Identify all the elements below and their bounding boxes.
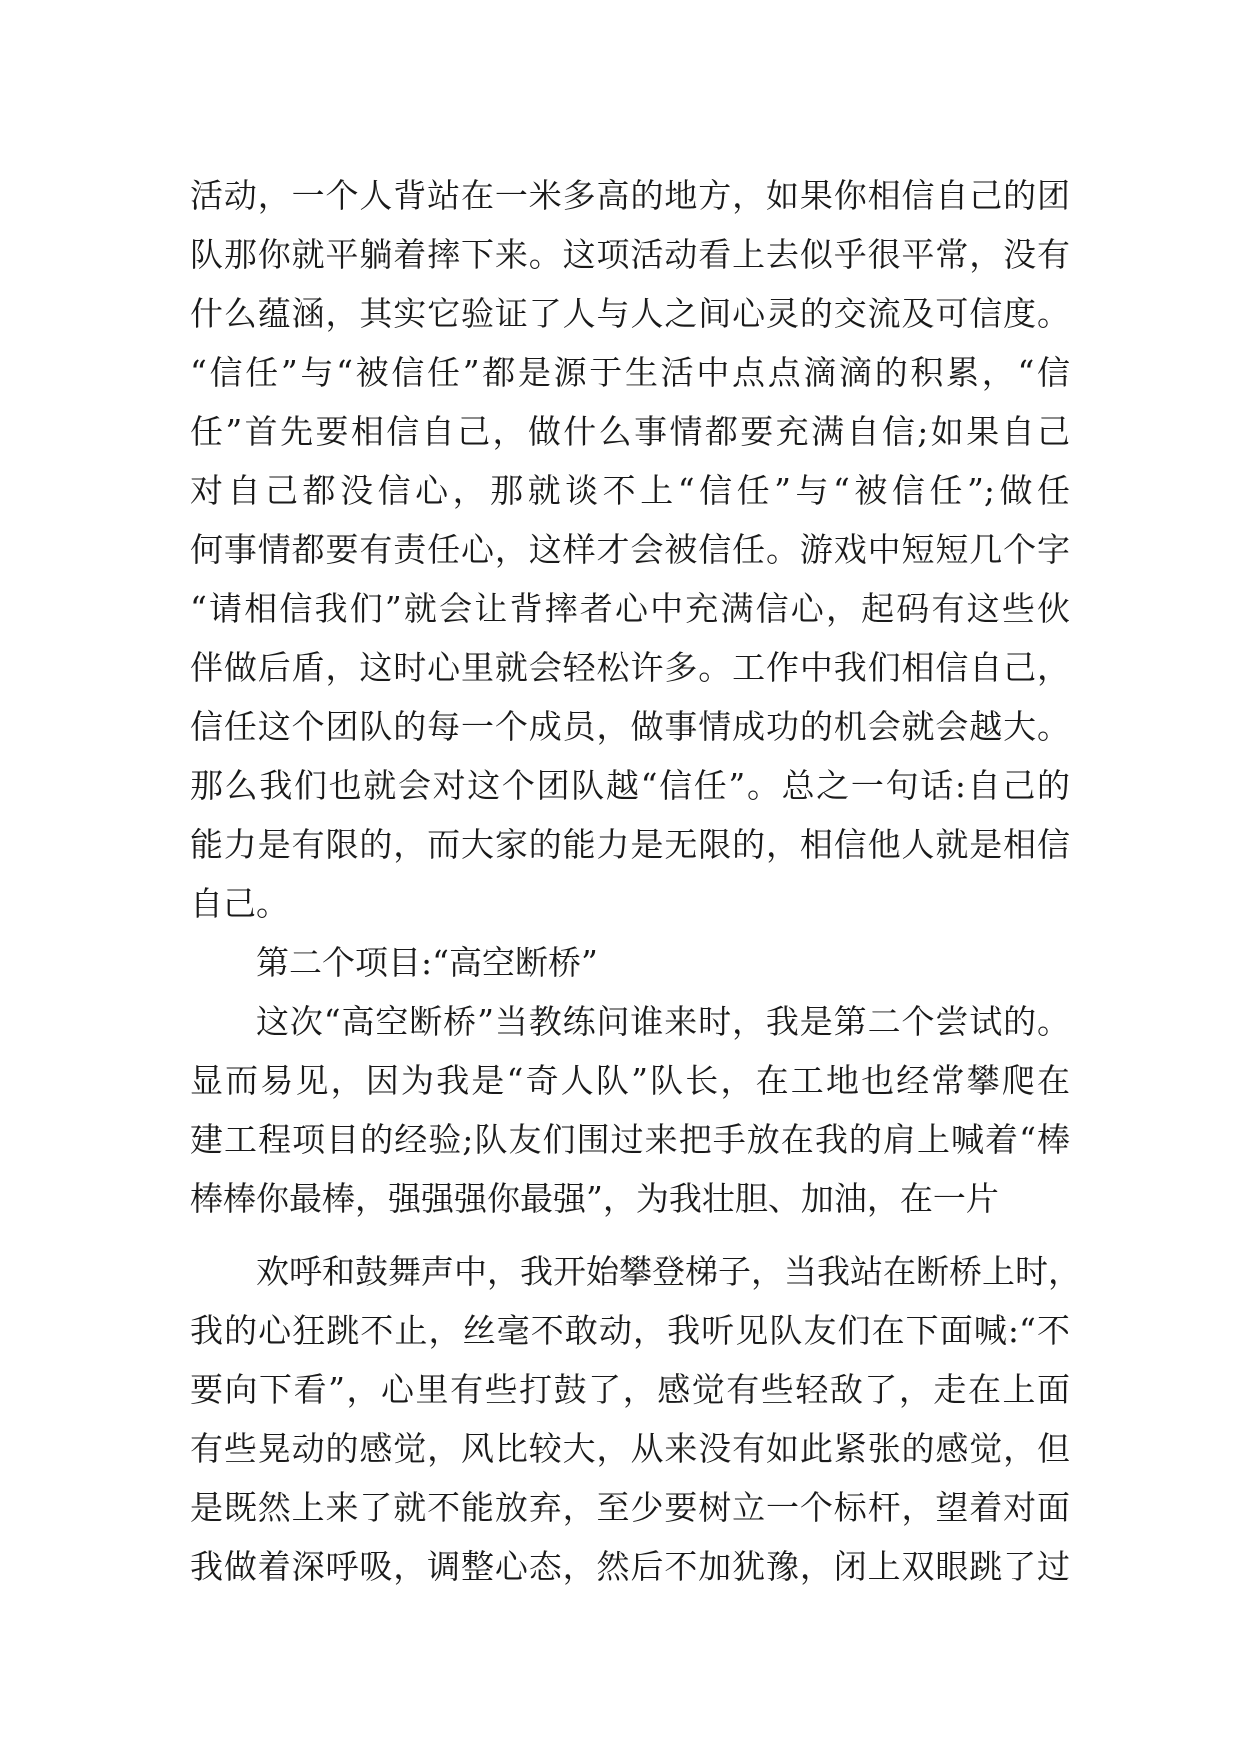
text-line: “请相信我们”就会让背摔者心中充满信心，起码有这些伙: [190, 589, 1070, 628]
text-line: 要向下看”，心里有些打鼓了，感觉有些轻敌了，走在上面: [190, 1370, 1070, 1409]
text-line: 显而易见，因为我是“奇人队”队长，在工地也经常攀爬在: [190, 1061, 1070, 1100]
text-line: 有些晃动的感觉，风比较大，从来没有如此紧张的感觉，但: [190, 1429, 1070, 1468]
text-line: 自己。: [190, 884, 289, 923]
text-line: 是既然上来了就不能放弃，至少要树立一个标杆，望着对面: [190, 1488, 1070, 1527]
text-line: 我做着深呼吸，调整心态，然后不加犹豫，闭上双眼跳了过: [190, 1547, 1070, 1586]
section-heading: 第二个项目:“高空断桥”: [256, 943, 598, 982]
text-line: 队那你就平躺着摔下来。这项活动看上去似乎很平常，没有: [190, 235, 1070, 274]
text-line: 这次“高空断桥”当教练问谁来时，我是第二个尝试的。: [256, 1002, 1070, 1041]
text-line: 那么我们也就会对这个团队越“信任”。总之一句话:自己的: [190, 766, 1070, 805]
text-line: “信任”与“被信任”都是源于生活中点点滴滴的积累，“信: [190, 353, 1070, 392]
text-line: 棒棒你最棒，强强强你最强”，为我壮胆、加油，在一片: [190, 1179, 999, 1218]
text-line: 我的心狂跳不止，丝毫不敢动，我听见队友们在下面喊:“不: [190, 1311, 1070, 1350]
text-line: 什么蕴涵，其实它验证了人与人之间心灵的交流及可信度。: [190, 294, 1070, 333]
text-line: 对自己都没信心，那就谈不上“信任”与“被信任”;做任: [190, 471, 1070, 510]
text-line: 能力是有限的，而大家的能力是无限的，相信他人就是相信: [190, 825, 1070, 864]
body-text: [190, 166, 1081, 1596]
text-line: 欢呼和鼓舞声中，我开始攀登梯子，当我站在断桥上时，: [256, 1252, 1081, 1291]
text-line: 活动，一个人背站在一米多高的地方，如果你相信自己的团: [190, 176, 1070, 215]
text-line: 建工程项目的经验;队友们围过来把手放在我的肩上喊着“棒: [190, 1120, 1070, 1159]
text-line: 任”首先要相信自己，做什么事情都要充满自信;如果自己: [190, 412, 1070, 451]
text-line: 信任这个团队的每一个成员，做事情成功的机会就会越大。: [190, 707, 1070, 746]
text-line: 何事情都要有责任心，这样才会被信任。游戏中短短几个字: [190, 530, 1070, 569]
text-line: 伴做后盾，这时心里就会轻松许多。工作中我们相信自己，: [190, 648, 1070, 687]
